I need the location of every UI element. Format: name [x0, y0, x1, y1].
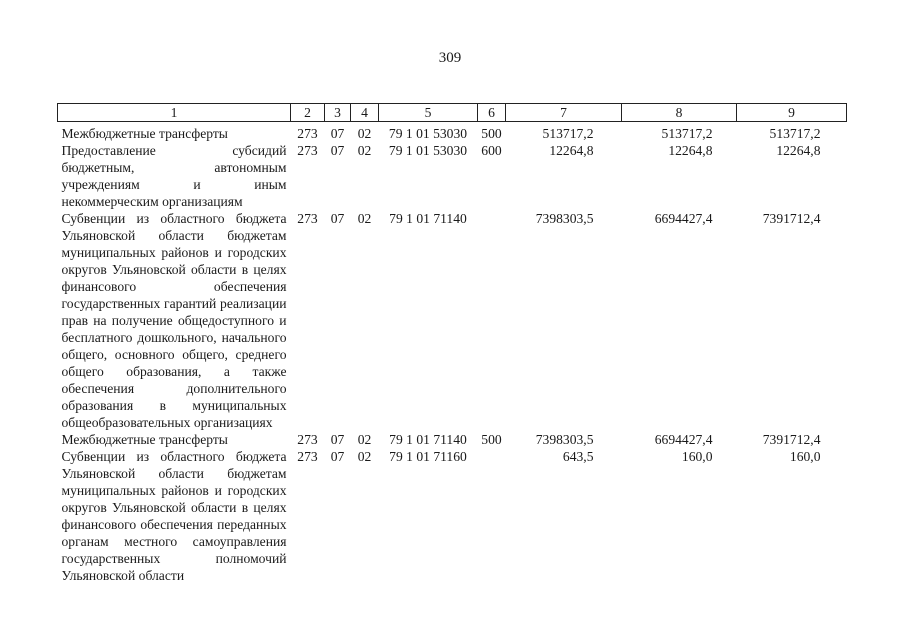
row-amount-col9: 513717,2 [769, 126, 821, 141]
row-subsection-code: 02 [357, 432, 372, 447]
row-amount-col7: 513717,2 [542, 126, 594, 141]
col-header-3: 3 [325, 104, 351, 122]
row-name: Межбюджетные трансферты [61, 126, 228, 141]
page-number: 309 [438, 50, 462, 66]
row-subsection-code: 02 [357, 143, 372, 158]
row-name: Субвенции из областного бюджета Ульяновской области бюджетам муниципальных районов и городских округов Ульяновской области в целях финансового обеспечения государственных гарантий реализации прав на получение общедоступного и бесплатного дошкольного, начального общего, основного общего, среднего общего образования, а также обеспечения дополнительного образования в муниципальных общеобразовательных организациях [61, 211, 287, 430]
row-amount-col8: 160,0 [681, 449, 713, 464]
budget-table [57, 103, 847, 584]
col-header-2: 2 [291, 104, 325, 122]
row-target-code: 79 1 01 71140 [389, 432, 467, 447]
row-amount-col9: 7391712,4 [762, 432, 821, 447]
row-amount-col7: 643,5 [562, 449, 594, 464]
row-ministry-code: 273 [297, 432, 318, 447]
row-name: Субвенции из областного бюджета Ульяновской области бюджетам муниципальных районов и городских округов Ульяновской области в целях финансового обеспечения переданных органам местного самоуправления государственных полномочий Ульяновской области [61, 449, 287, 583]
row-amount-col7: 7398303,5 [535, 211, 594, 226]
row-target-code: 79 1 01 53030 [388, 126, 468, 141]
table-row [58, 210, 847, 431]
row-target-code: 79 1 01 53030 [388, 143, 468, 158]
table-row [58, 122, 847, 143]
row-section-code: 07 [330, 449, 345, 464]
row-expense-type: 600 [481, 143, 502, 158]
row-amount-col8: 6694427,4 [654, 432, 713, 447]
col-header-9: 9 [737, 104, 847, 122]
row-ministry-code: 273 [297, 143, 318, 158]
col-header-1: 1 [58, 104, 291, 122]
row-name: Предоставление субсидий бюджетным, автономным учреждениям и иным некоммерческим организациям [61, 143, 287, 209]
col-header-6: 6 [478, 104, 506, 122]
table-row [58, 431, 847, 448]
row-amount-col7: 12264,8 [549, 143, 594, 158]
row-target-code: 79 1 01 71160 [389, 449, 467, 464]
row-amount-col7: 7398303,5 [535, 432, 594, 447]
row-expense-type: 500 [481, 432, 502, 447]
row-subsection-code: 02 [357, 449, 372, 464]
row-amount-col9: 160,0 [789, 449, 821, 464]
row-subsection-code: 02 [357, 211, 372, 226]
row-amount-col8: 12264,8 [668, 143, 713, 158]
row-subsection-code: 02 [357, 126, 372, 141]
row-target-code: 79 1 01 71140 [389, 211, 467, 226]
row-expense-type [478, 448, 506, 584]
row-expense-type: 500 [481, 126, 502, 141]
row-ministry-code: 273 [297, 126, 318, 141]
row-amount-col9: 12264,8 [776, 143, 821, 158]
table-row [58, 448, 847, 584]
table-row [58, 142, 847, 210]
row-name: Межбюджетные трансферты [61, 432, 228, 447]
header-row [58, 104, 847, 122]
row-section-code: 07 [330, 126, 345, 141]
col-header-4: 4 [351, 104, 379, 122]
col-header-7: 7 [506, 104, 622, 122]
row-amount-col8: 513717,2 [661, 126, 713, 141]
col-header-5: 5 [379, 104, 478, 122]
row-section-code: 07 [330, 211, 345, 226]
row-ministry-code: 273 [297, 449, 318, 464]
row-section-code: 07 [330, 432, 345, 447]
col-header-8: 8 [622, 104, 737, 122]
row-amount-col9: 7391712,4 [762, 211, 821, 226]
row-section-code: 07 [330, 143, 345, 158]
row-ministry-code: 273 [297, 211, 318, 226]
row-amount-col8: 6694427,4 [654, 211, 713, 226]
row-expense-type [478, 210, 506, 431]
